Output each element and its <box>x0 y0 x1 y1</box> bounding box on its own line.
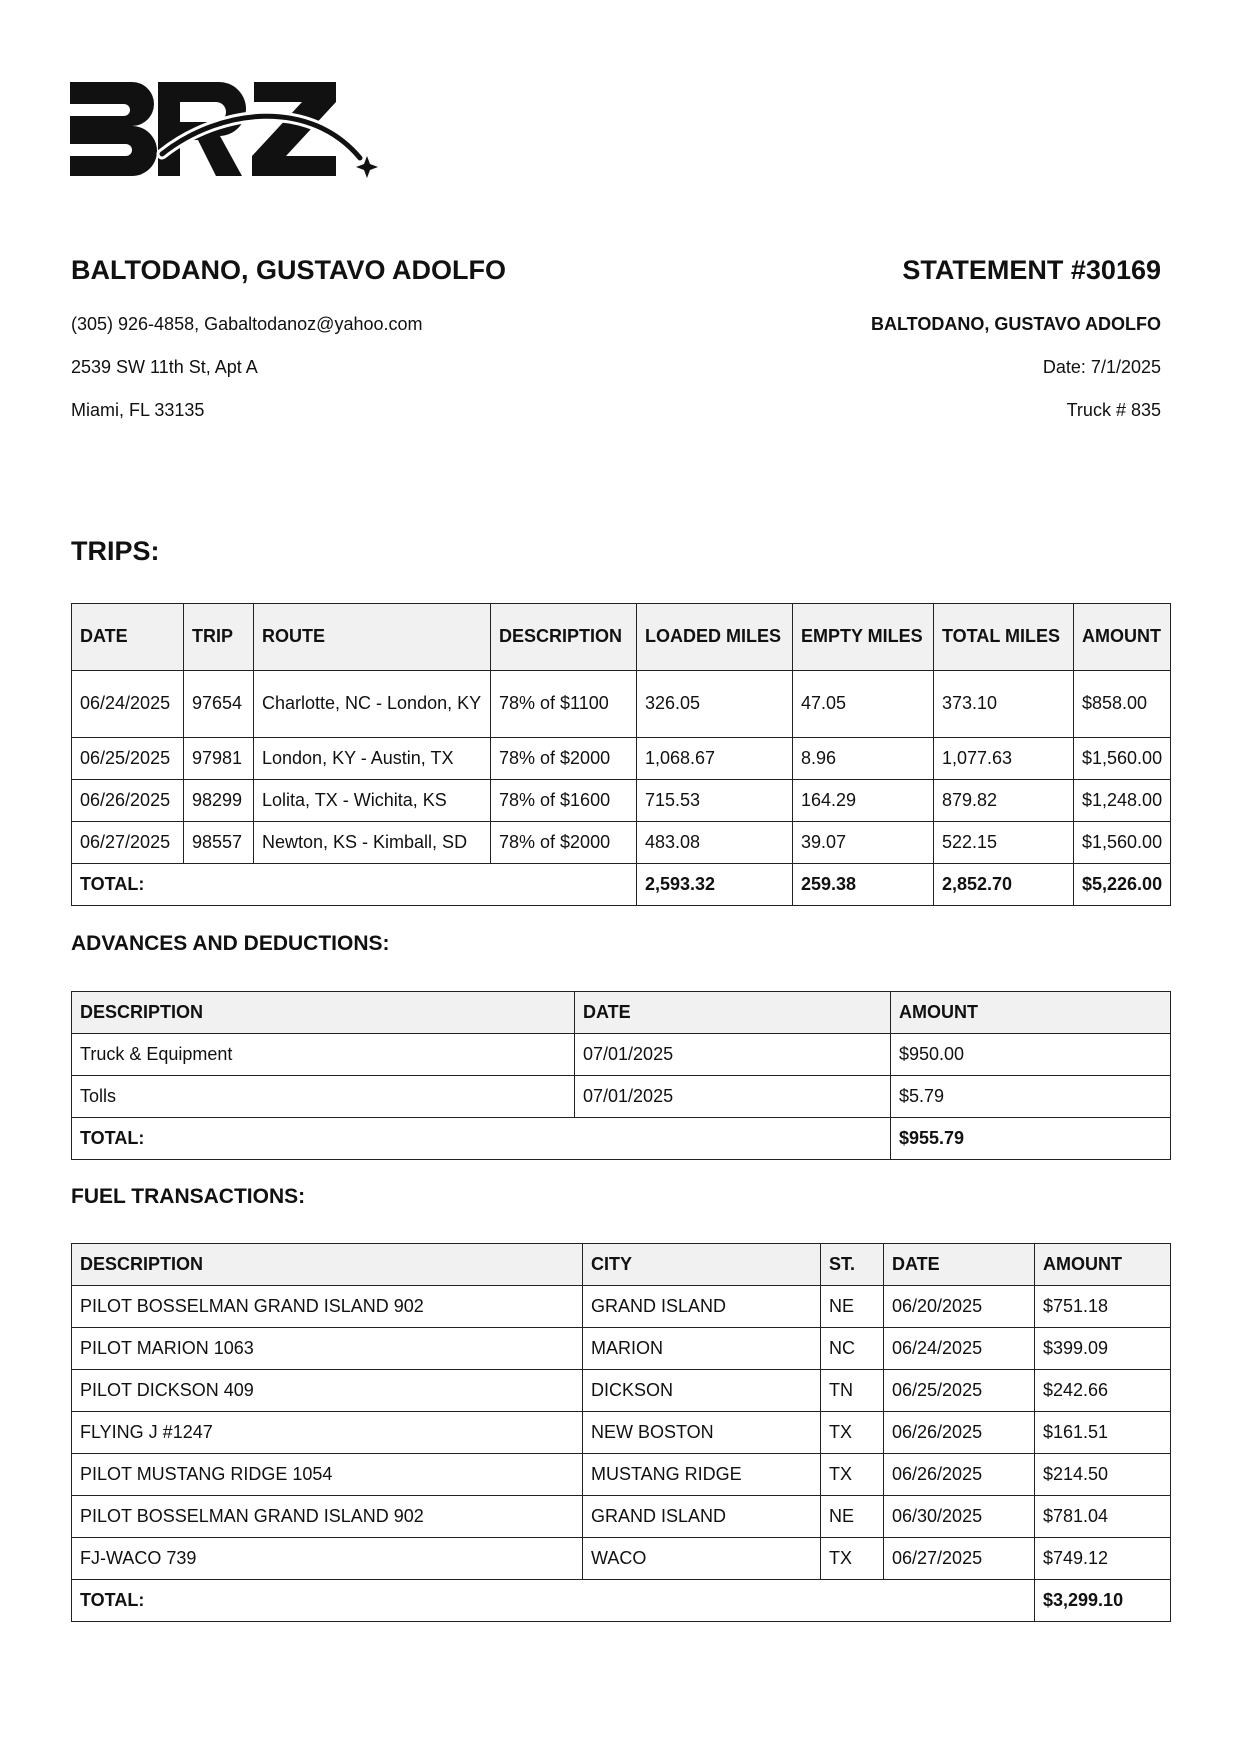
col-state: ST. <box>821 1244 884 1286</box>
cell: 07/01/2025 <box>575 1034 891 1076</box>
total-label: TOTAL: <box>72 1118 891 1160</box>
cell: $242.66 <box>1035 1370 1171 1412</box>
cell: $1,560.00 <box>1074 738 1171 780</box>
col-description: DESCRIPTION <box>491 604 637 671</box>
brz-logo-icon <box>70 78 390 193</box>
cell: PILOT MARION 1063 <box>72 1328 583 1370</box>
cell: 522.15 <box>934 822 1074 864</box>
table-row <box>72 1454 1171 1496</box>
col-loaded-miles: LOADED MILES <box>637 604 793 671</box>
table-row <box>72 738 1171 780</box>
advances-total-row <box>72 1118 1171 1160</box>
cell: 06/27/2025 <box>72 822 184 864</box>
cell: $1,248.00 <box>1074 780 1171 822</box>
table-row <box>72 1370 1171 1412</box>
cell: Tolls <box>72 1076 575 1118</box>
col-description: DESCRIPTION <box>72 992 575 1034</box>
advances-heading: ADVANCES AND DEDUCTIONS: <box>71 932 390 955</box>
col-description: DESCRIPTION <box>72 1244 583 1286</box>
col-trip: TRIP <box>184 604 254 671</box>
total-label: TOTAL: <box>72 864 637 906</box>
cell: PILOT DICKSON 409 <box>72 1370 583 1412</box>
cell: PILOT BOSSELMAN GRAND ISLAND 902 <box>72 1496 583 1538</box>
total-amount: $3,299.10 <box>1035 1580 1171 1622</box>
cell: 78% of $1100 <box>491 671 637 738</box>
table-row <box>72 1286 1171 1328</box>
cell: 98299 <box>184 780 254 822</box>
cell: TX <box>821 1412 884 1454</box>
cell: NEW BOSTON <box>583 1412 821 1454</box>
total-amount: $955.79 <box>891 1118 1171 1160</box>
statement-name: BALTODANO, GUSTAVO ADOLFO <box>871 314 1161 334</box>
cell: 06/24/2025 <box>72 671 184 738</box>
cell: FLYING J #1247 <box>72 1412 583 1454</box>
table-row <box>72 1538 1171 1580</box>
cell: NE <box>821 1286 884 1328</box>
cell: $161.51 <box>1035 1412 1171 1454</box>
cell: 97654 <box>184 671 254 738</box>
col-amount: AMOUNT <box>891 992 1171 1034</box>
cell: $1,560.00 <box>1074 822 1171 864</box>
total-empty-miles: 259.38 <box>793 864 934 906</box>
table-row <box>72 1034 1171 1076</box>
cell: 164.29 <box>793 780 934 822</box>
cell: GRAND ISLAND <box>583 1286 821 1328</box>
cell: PILOT BOSSELMAN GRAND ISLAND 902 <box>72 1286 583 1328</box>
cell: GRAND ISLAND <box>583 1496 821 1538</box>
driver-address-line2: Miami, FL 33135 <box>71 400 205 420</box>
fuel-heading: FUEL TRANSACTIONS: <box>71 1185 306 1208</box>
table-row <box>72 671 1171 738</box>
col-total-miles: TOTAL MILES <box>934 604 1074 671</box>
col-route: ROUTE <box>254 604 491 671</box>
col-empty-miles: EMPTY MILES <box>793 604 934 671</box>
cell: 326.05 <box>637 671 793 738</box>
cell: NE <box>821 1496 884 1538</box>
col-city: CITY <box>583 1244 821 1286</box>
cell: 06/30/2025 <box>884 1496 1035 1538</box>
statement-date: Date: 7/1/2025 <box>1042 357 1161 377</box>
total-loaded-miles: 2,593.32 <box>637 864 793 906</box>
table-row <box>72 780 1171 822</box>
cell: 06/25/2025 <box>884 1370 1035 1412</box>
cell: $858.00 <box>1074 671 1171 738</box>
table-row <box>72 1412 1171 1454</box>
cell: $749.12 <box>1035 1538 1171 1580</box>
total-label: TOTAL: <box>72 1580 1035 1622</box>
cell: Charlotte, NC - London, KY <box>254 671 491 738</box>
cell: 06/26/2025 <box>884 1412 1035 1454</box>
col-date: DATE <box>72 604 184 671</box>
cell: 39.07 <box>793 822 934 864</box>
cell: DICKSON <box>583 1370 821 1412</box>
cell: $214.50 <box>1035 1454 1171 1496</box>
cell: 78% of $1600 <box>491 780 637 822</box>
cell: TN <box>821 1370 884 1412</box>
cell: 373.10 <box>934 671 1074 738</box>
trips-heading: TRIPS: <box>71 536 160 566</box>
cell: Lolita, TX - Wichita, KS <box>254 780 491 822</box>
cell: $751.18 <box>1035 1286 1171 1328</box>
driver-address-line1: 2539 SW 11th St, Apt A <box>71 357 258 377</box>
cell: 8.96 <box>793 738 934 780</box>
statement-title: STATEMENT #30169 <box>902 255 1161 285</box>
cell: 98557 <box>184 822 254 864</box>
cell: Newton, KS - Kimball, SD <box>254 822 491 864</box>
cell: 06/27/2025 <box>884 1538 1035 1580</box>
cell: $781.04 <box>1035 1496 1171 1538</box>
cell: 879.82 <box>934 780 1074 822</box>
cell: TX <box>821 1538 884 1580</box>
cell: $5.79 <box>891 1076 1171 1118</box>
driver-name: BALTODANO, GUSTAVO ADOLFO <box>71 255 506 285</box>
cell: 06/26/2025 <box>884 1454 1035 1496</box>
cell: 07/01/2025 <box>575 1076 891 1118</box>
trips-table <box>71 603 1171 906</box>
cell: 06/24/2025 <box>884 1328 1035 1370</box>
cell: 06/20/2025 <box>884 1286 1035 1328</box>
advances-header-row <box>72 992 1171 1034</box>
cell: $950.00 <box>891 1034 1171 1076</box>
col-amount: AMOUNT <box>1074 604 1171 671</box>
cell: MARION <box>583 1328 821 1370</box>
table-row <box>72 1496 1171 1538</box>
driver-contact: (305) 926-4858, Gabaltodanoz@yahoo.com <box>71 314 423 334</box>
cell: FJ-WACO 739 <box>72 1538 583 1580</box>
fuel-header-row <box>72 1244 1171 1286</box>
cell: TX <box>821 1454 884 1496</box>
cell: 715.53 <box>637 780 793 822</box>
cell: $399.09 <box>1035 1328 1171 1370</box>
table-row <box>72 1328 1171 1370</box>
cell: 1,077.63 <box>934 738 1074 780</box>
total-total-miles: 2,852.70 <box>934 864 1074 906</box>
col-date: DATE <box>884 1244 1035 1286</box>
cell: MUSTANG RIDGE <box>583 1454 821 1496</box>
cell: NC <box>821 1328 884 1370</box>
cell: 06/26/2025 <box>72 780 184 822</box>
table-row <box>72 822 1171 864</box>
fuel-total-row <box>72 1580 1171 1622</box>
advances-table <box>71 991 1171 1160</box>
cell: London, KY - Austin, TX <box>254 738 491 780</box>
fuel-table <box>71 1243 1171 1622</box>
cell: WACO <box>583 1538 821 1580</box>
cell: 06/25/2025 <box>72 738 184 780</box>
cell: Truck & Equipment <box>72 1034 575 1076</box>
cell: 47.05 <box>793 671 934 738</box>
cell: 78% of $2000 <box>491 822 637 864</box>
cell: 78% of $2000 <box>491 738 637 780</box>
cell: 483.08 <box>637 822 793 864</box>
cell: PILOT MUSTANG RIDGE 1054 <box>72 1454 583 1496</box>
total-amount: $5,226.00 <box>1074 864 1171 906</box>
cell: 97981 <box>184 738 254 780</box>
col-amount: AMOUNT <box>1035 1244 1171 1286</box>
statement-truck: Truck # 835 <box>1066 400 1161 420</box>
trips-header-row <box>72 604 1171 671</box>
cell: 1,068.67 <box>637 738 793 780</box>
col-date: DATE <box>575 992 891 1034</box>
table-row <box>72 1076 1171 1118</box>
trips-total-row <box>72 864 1171 906</box>
